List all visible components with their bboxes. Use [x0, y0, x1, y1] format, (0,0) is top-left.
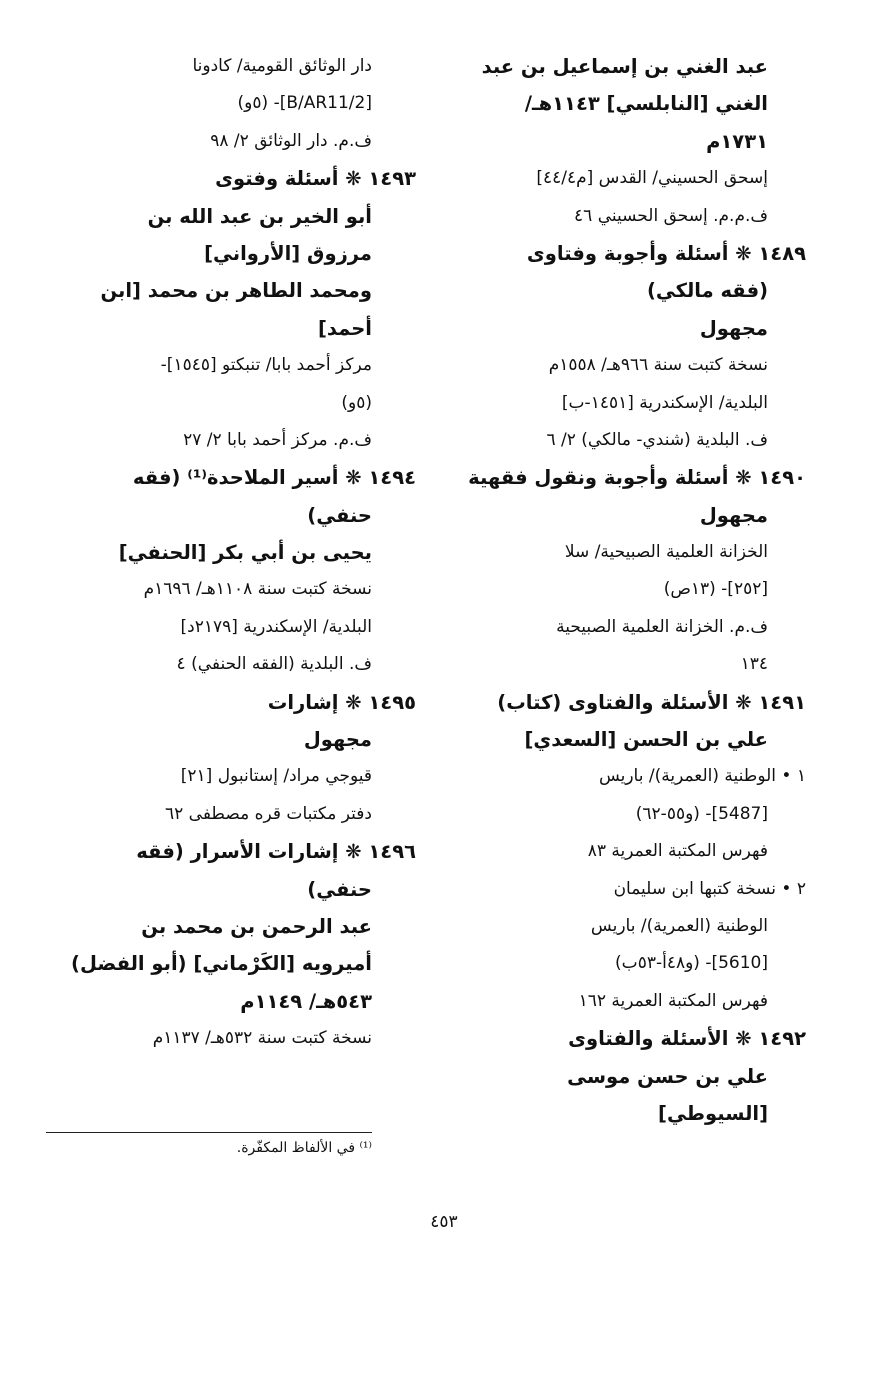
- right-column-line: الخزانة العلمية الصبيحية/ سلا: [564, 542, 768, 563]
- left-column-line: ١٤٩٣ ❋ أسئلة وفتوى: [215, 167, 416, 191]
- left-column-line: قيوجي مراد/ إستانبول [٢١]: [180, 766, 372, 787]
- right-column-line: ف.م.م. إسحق الحسيني ٤٦: [574, 205, 768, 226]
- left-column-line: ١٤٩٤ ❋ أسير الملاحدة⁽¹⁾ (فقه: [132, 466, 416, 490]
- right-column-line: (فقه مالكي): [646, 279, 768, 303]
- right-column-line: مجهول: [699, 503, 768, 527]
- left-column-line: ف. البلدية (الفقه الحنفي) ٤: [176, 654, 372, 675]
- right-column: [440, 48, 806, 1132]
- right-column-line: نسخة كتبت سنة ٩٦٦هـ/ ١٥٥٨م: [548, 355, 768, 376]
- right-column-line: ١٤٩٠ ❋ أسئلة وأجوبة ونقول فقهية: [468, 466, 806, 490]
- left-column-line: حنفي): [307, 503, 372, 527]
- left-column-line: [B/AR11/2]- (٥و): [237, 93, 372, 114]
- left-column-line: ١٤٩٦ ❋ إشارات الأسرار (فقه: [136, 840, 416, 864]
- right-column-line: [السيوطي]: [658, 1101, 768, 1125]
- right-column-line: علي بن الحسن [السعدي]: [524, 728, 768, 752]
- left-column-line: أميرويه [الكَرْماني] (أبو الفضل): [71, 952, 372, 976]
- footnote: ⁽¹⁾ في الألفاظ المكفّرة.: [236, 1140, 372, 1156]
- right-column-line: الوطنية (العمرية)/ باريس: [590, 915, 768, 936]
- left-column-line: (٥و): [341, 392, 372, 413]
- right-column-line: عبد الغني بن إسماعيل بن عبد: [481, 55, 768, 78]
- left-column-line: نسخة كتبت سنة ١١٠٨هـ/ ١٦٩٦م: [143, 579, 372, 600]
- left-column-line: ومحمد الطاهر بن محمد [ابن: [100, 279, 372, 303]
- right-column-line: فهرس المكتبة العمرية ١٦٢: [578, 990, 768, 1011]
- right-column-line: مجهول: [699, 316, 768, 340]
- left-column-line: أحمد]: [318, 316, 372, 340]
- left-column-line: ٥٤٣هـ/ ١١٤٩م: [240, 989, 372, 1013]
- right-column-line: ١٤٩١ ❋ الأسئلة والفتاوى (كتاب): [497, 690, 806, 714]
- left-column-line: حنفي): [307, 877, 372, 901]
- left-column-line: دفتر مكتبات قره مصطفى ٦٢: [164, 803, 372, 824]
- left-column-line: مرزوق [الأرواني]: [204, 241, 372, 265]
- right-column-line: ١٤٩٢ ❋ الأسئلة والفتاوى: [568, 1027, 806, 1051]
- right-column-line: فهرس المكتبة العمرية ٨٣: [587, 841, 768, 862]
- right-column-line: ١٧٣١م: [706, 129, 768, 153]
- right-column-line: [5610]- (و٤٨أ-٥٣ب): [615, 953, 768, 974]
- right-column-line: الغني [النابلسي] ١١٤٣هـ/: [524, 92, 768, 116]
- left-column-line: يحيى بن أبي بكر [الحنفي]: [118, 541, 372, 565]
- left-column-line: عبد الرحمن بن محمد بن: [141, 914, 372, 938]
- left-column-line: ف.م. مركز أحمد بابا ٢/ ٢٧: [183, 429, 372, 450]
- right-column-line: ٢ • نسخة كتبها ابن سليمان: [613, 878, 806, 899]
- right-column-line: ف. البلدية (شندي- مالكي) ٢/ ٦: [546, 429, 768, 450]
- right-column-line: ١٤٨٩ ❋ أسئلة وأجوبة وفتاوى: [526, 241, 806, 265]
- right-column-line: إسحق الحسيني/ القدس [م٤٤/٤]: [536, 168, 768, 189]
- page-number: ٤٥٣: [430, 1212, 458, 1232]
- left-column-line: مجهول: [303, 728, 372, 752]
- right-column-line: البلدية/ الإسكندرية [١٤٥١-ب]: [561, 392, 768, 413]
- right-column-line: [٢٥٢]- (١٣ص): [663, 579, 768, 600]
- right-column-line: علي بن حسن موسى: [567, 1064, 768, 1088]
- footnote-rule: [46, 1132, 372, 1133]
- left-column-line: أبو الخير بن عبد الله بن: [147, 204, 372, 228]
- right-column-line: [5487]- (و٥٥-٦٢): [635, 803, 768, 824]
- left-column-line: البلدية/ الإسكندرية [٢١٧٩د]: [180, 616, 372, 637]
- left-column-line: نسخة كتبت سنة ٥٣٢هـ/ ١١٣٧م: [152, 1028, 372, 1049]
- left-column-line: ١٤٩٥ ❋ إشارات: [267, 690, 416, 714]
- right-column-line: ١ • الوطنية (العمرية)/ باريس: [598, 766, 806, 787]
- right-column-line: ١٣٤: [740, 654, 768, 675]
- left-column-line: دار الوثائق القومية/ كادونا: [192, 56, 372, 76]
- left-column-line: مركز أحمد بابا/ تنبكتو [١٥٤٥]-: [160, 355, 372, 376]
- left-column-line: ف.م. دار الوثائق ٢/ ٩٨: [210, 130, 372, 151]
- left-column: [46, 48, 416, 1058]
- right-column-line: ف.م. الخزانة العلمية الصبيحية: [556, 616, 768, 637]
